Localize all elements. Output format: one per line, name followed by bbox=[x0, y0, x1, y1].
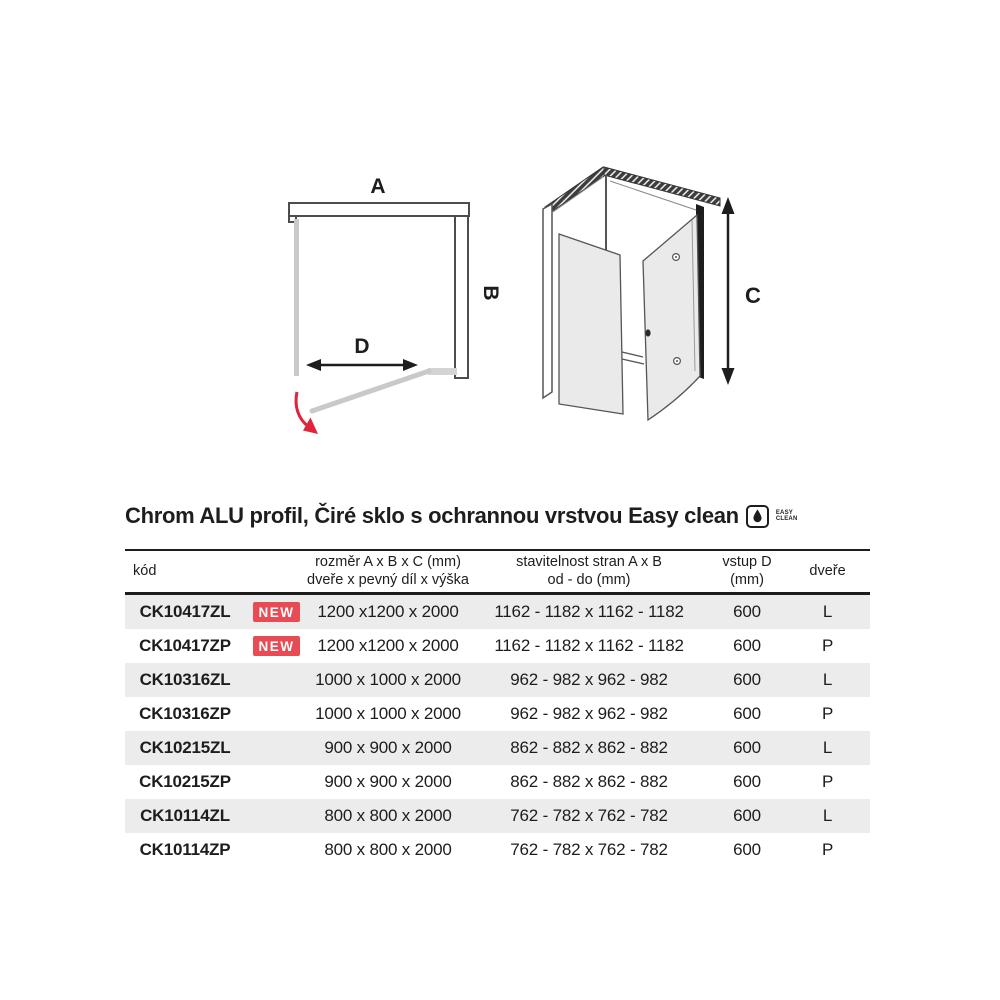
door-side-cell: L bbox=[822, 602, 833, 621]
dimension-label-c: C bbox=[745, 283, 761, 308]
entry-cell: 600 bbox=[733, 704, 761, 723]
door-side-cell: L bbox=[822, 670, 833, 689]
badge-cell bbox=[245, 629, 307, 663]
table-row bbox=[125, 629, 870, 663]
table-row bbox=[125, 663, 870, 697]
adjustability-cell: 1162 - 1182 x 1162 - 1182 bbox=[494, 636, 684, 655]
table-row bbox=[125, 731, 870, 765]
entry-cell: 600 bbox=[733, 738, 761, 757]
table-body bbox=[125, 594, 870, 868]
technical-diagrams bbox=[0, 0, 1000, 470]
product-code: CK10114ZP bbox=[139, 840, 231, 859]
spec-table bbox=[125, 549, 870, 867]
easy-clean-label-line2: CLEAN bbox=[775, 516, 798, 522]
size-cell: 1200 x1200 x 2000 bbox=[317, 636, 459, 655]
size-cell: 1200 x1200 x 2000 bbox=[317, 602, 459, 621]
adjustability-cell: 962 - 982 x 962 - 982 bbox=[510, 704, 668, 723]
door-hinge-bottom-dot bbox=[676, 360, 678, 362]
adjustability-cell: 1162 - 1182 x 1162 - 1182 bbox=[494, 602, 684, 621]
new-badge: NEW bbox=[253, 636, 300, 656]
iso-bottom-bar-top bbox=[622, 352, 643, 357]
adjustability-cell: 762 - 782 x 762 - 782 bbox=[510, 806, 668, 825]
product-code: CK10417ZL bbox=[139, 602, 231, 621]
iso-bottom-bar-bottom bbox=[622, 359, 644, 364]
door-side-cell: P bbox=[821, 840, 834, 859]
table-row bbox=[125, 765, 870, 799]
table-row bbox=[125, 833, 870, 867]
size-cell: 900 x 900 x 2000 bbox=[324, 772, 452, 791]
size-cell: 1000 x 1000 x 2000 bbox=[315, 704, 461, 723]
arrowhead-left bbox=[306, 359, 321, 371]
table-row bbox=[125, 697, 870, 731]
header-entry: vstup D (mm) bbox=[709, 550, 785, 594]
iso-view-diagram bbox=[543, 167, 761, 420]
product-code: CK10114ZL bbox=[140, 806, 230, 825]
size-cell: 800 x 800 x 2000 bbox=[324, 806, 452, 825]
door-hinge-top-dot bbox=[675, 256, 677, 258]
adjustability-cell: 862 - 882 x 862 - 882 bbox=[510, 772, 668, 791]
badge-cell bbox=[245, 697, 307, 731]
header-size: rozměr A x B x C (mm) dveře x pevný díl x výška bbox=[307, 550, 469, 594]
entry-cell: 600 bbox=[733, 602, 761, 621]
entry-cell: 600 bbox=[733, 840, 761, 859]
size-cell: 900 x 900 x 2000 bbox=[324, 738, 452, 757]
entry-cell: 600 bbox=[733, 670, 761, 689]
iso-door-panel bbox=[643, 215, 700, 420]
door-side-cell: L bbox=[822, 738, 833, 757]
arrowhead-down bbox=[722, 368, 735, 385]
adjustability-cell: 762 - 782 x 762 - 782 bbox=[510, 840, 668, 859]
door-side-cell: L bbox=[822, 806, 833, 825]
product-code: CK10215ZP bbox=[139, 772, 231, 791]
easy-clean-label-line1: EASY bbox=[775, 510, 793, 516]
size-cell: 1000 x 1000 x 2000 bbox=[315, 670, 461, 689]
iso-back-left-glass-edge bbox=[553, 177, 603, 212]
plan-wall-a-profile bbox=[289, 203, 469, 216]
adjustability-cell: 962 - 982 x 962 - 982 bbox=[510, 670, 668, 689]
iso-top-rail-left bbox=[545, 167, 610, 212]
iso-top-rail-right bbox=[604, 167, 720, 206]
header-door: dveře bbox=[785, 550, 870, 594]
iso-left-profile bbox=[543, 204, 552, 398]
table-header bbox=[125, 550, 870, 594]
arrowhead-up bbox=[722, 197, 735, 214]
easy-clean-droplet-icon bbox=[746, 505, 769, 528]
door-side-cell: P bbox=[821, 772, 834, 791]
badge-cell bbox=[245, 799, 307, 833]
dimension-label-b: B bbox=[479, 285, 502, 301]
plan-view-diagram bbox=[289, 175, 502, 434]
new-badge: NEW bbox=[253, 602, 300, 622]
plan-fixed-glass-edge bbox=[294, 219, 299, 376]
plan-wall-b-profile bbox=[455, 209, 468, 378]
door-side-cell: P bbox=[821, 636, 834, 655]
product-code: CK10215ZL bbox=[139, 738, 231, 757]
table-row bbox=[125, 799, 870, 833]
door-swing-arrow bbox=[296, 392, 309, 427]
entry-cell: 600 bbox=[733, 772, 761, 791]
header-adjustability: stavitelnost stran A x B od - do (mm) bbox=[469, 550, 709, 594]
plan-door-connector bbox=[428, 368, 457, 375]
product-code: CK10417ZP bbox=[139, 636, 231, 655]
table-row bbox=[125, 594, 870, 630]
page-title: Chrom ALU profil, Čiré sklo s ochrannou vrstvou Easy clean bbox=[125, 503, 739, 528]
dimension-label-a: A bbox=[370, 175, 386, 198]
badge-cell bbox=[245, 663, 307, 697]
plan-open-door bbox=[312, 371, 429, 411]
badge-cell bbox=[245, 833, 307, 867]
arrowhead-right bbox=[403, 359, 418, 371]
entry-cell: 600 bbox=[733, 806, 761, 825]
door-handle bbox=[645, 329, 650, 336]
badge-cell bbox=[245, 594, 307, 630]
header-row bbox=[125, 550, 870, 594]
entry-cell: 600 bbox=[733, 636, 761, 655]
dimension-label-d: D bbox=[354, 335, 370, 358]
title-row bbox=[125, 503, 885, 529]
badge-cell bbox=[245, 765, 307, 799]
header-code: kód bbox=[125, 550, 307, 594]
product-code: CK10316ZP bbox=[139, 704, 231, 723]
product-code: CK10316ZL bbox=[139, 670, 231, 689]
size-cell: 800 x 800 x 2000 bbox=[324, 840, 452, 859]
adjustability-cell: 862 - 882 x 862 - 882 bbox=[510, 738, 668, 757]
easy-clean-label bbox=[776, 510, 798, 522]
badge-cell bbox=[245, 731, 307, 765]
door-side-cell: P bbox=[821, 704, 834, 723]
iso-fixed-panel bbox=[559, 234, 623, 414]
